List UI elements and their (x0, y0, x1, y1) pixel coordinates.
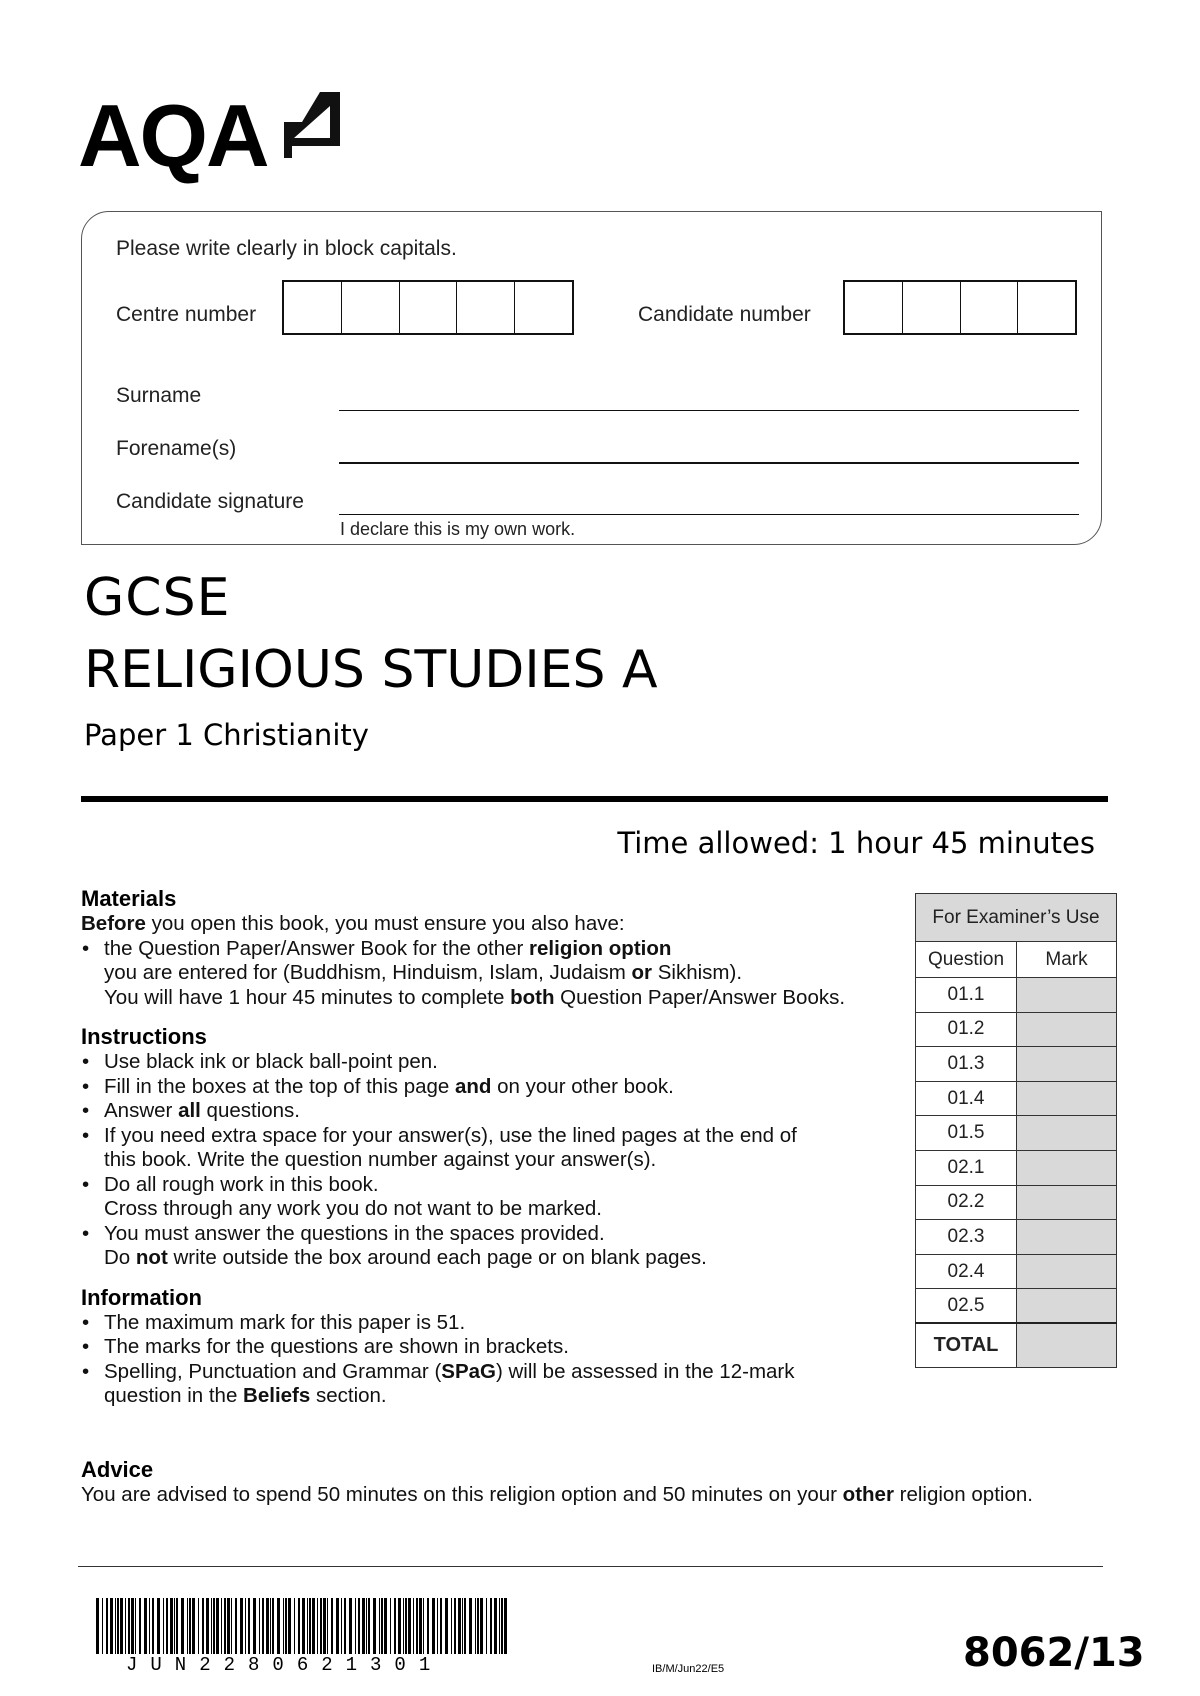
centre-digit-box[interactable] (342, 282, 400, 333)
question-number-cell: 02.1 (916, 1150, 1017, 1185)
paper-title: Paper 1 Christianity (84, 718, 369, 752)
question-number-cell: 01.2 (916, 1012, 1017, 1047)
surname-label: Surname (116, 384, 202, 407)
title-divider (81, 796, 1108, 802)
block-capitals-instruction: Please write clearly in block capitals. (116, 237, 457, 260)
candidate-digit-box[interactable] (961, 282, 1019, 333)
signature-line[interactable] (339, 514, 1079, 515)
information-list (81, 1311, 901, 1409)
examiner-table-heading: For Examiner’s Use (916, 894, 1117, 942)
barcode-icon (96, 1598, 510, 1654)
examiner-table-row (916, 1047, 1117, 1082)
question-number-cell: 02.2 (916, 1185, 1017, 1220)
materials-bullet: • the Question Paper/Answer Book for the other religion option you are entered for (Buddhism, Hinduism, Islam, Judaism or Sikhism). You will have 1 hour 45 minutes to complete both Question Paper/Answer Books. (81, 937, 901, 1011)
examiner-table-row (916, 1081, 1117, 1116)
centre-digit-box[interactable] (457, 282, 515, 333)
examiner-table-row (916, 1185, 1117, 1220)
candidate-number-boxes[interactable] (843, 280, 1077, 335)
information-item: • The maximum mark for this paper is 51. (81, 1311, 901, 1336)
question-column-header: Question (916, 942, 1017, 978)
declaration-text: I declare this is my own work. (340, 519, 576, 539)
examiner-table-row (916, 1116, 1117, 1151)
question-number-cell: 01.4 (916, 1081, 1017, 1116)
question-number-cell: 01.3 (916, 1047, 1017, 1082)
mark-cell[interactable] (1017, 1116, 1117, 1151)
instruction-item: • If you need extra space for your answer(s), use the lined pages at the end of this book. Write the question number against your answer(s). (81, 1124, 901, 1173)
examiner-table-row (916, 1150, 1117, 1185)
materials-intro: Before you open this book, you must ensure you also have: (81, 912, 625, 935)
examiner-table-row (916, 1012, 1117, 1047)
aqa-logo-text: AQA (78, 86, 268, 185)
instruction-item: • You must answer the questions in the spaces provided. Do not write outside the box around each page or on blank pages. (81, 1222, 901, 1271)
materials-heading: Materials (81, 886, 177, 911)
candidate-digit-box[interactable] (903, 282, 961, 333)
information-item: • Spelling, Punctuation and Grammar (SPaG) will be assessed in the 12-mark question in the Beliefs section. (81, 1360, 901, 1409)
time-allowed: Time allowed: 1 hour 45 minutes (617, 826, 1095, 860)
question-number-cell: 01.1 (916, 978, 1017, 1013)
signature-label: Candidate signature (116, 490, 304, 513)
centre-digit-box[interactable] (515, 282, 572, 333)
qualification-title: GCSE (84, 568, 231, 628)
paper-code: 8062/13 (963, 1630, 1145, 1676)
advice-text: You are advised to spend 50 minutes on this religion option and 50 minutes on your other religion option. (81, 1483, 1033, 1506)
barcode-digits: JUN2280621301 (126, 1654, 444, 1676)
advice-heading: Advice (81, 1457, 154, 1482)
document-reference: IB/M/Jun22/E5 (652, 1663, 725, 1675)
mark-cell[interactable] (1017, 1012, 1117, 1047)
total-mark-cell[interactable] (1017, 1323, 1117, 1367)
mark-cell[interactable] (1017, 1220, 1117, 1255)
mark-cell[interactable] (1017, 1150, 1117, 1185)
examiner-table-row (916, 1289, 1117, 1324)
instruction-item: • Do all rough work in this book. Cross through any work you do not want to be marked. (81, 1173, 901, 1222)
footer-divider (78, 1566, 1103, 1567)
advice-section (81, 1457, 1111, 1508)
information-item: • The marks for the questions are shown in brackets. (81, 1335, 901, 1360)
examiner-table-row (916, 1254, 1117, 1289)
aqa-logo-mark-icon (284, 92, 340, 158)
centre-digit-box[interactable] (284, 282, 342, 333)
examiner-table-row (916, 978, 1117, 1013)
surname-line[interactable] (339, 410, 1079, 411)
information-heading: Information (81, 1284, 202, 1310)
centre-number-boxes[interactable] (282, 280, 574, 335)
total-label: TOTAL (916, 1323, 1017, 1367)
question-number-cell: 01.5 (916, 1116, 1017, 1151)
instructions-heading: Instructions (81, 1024, 207, 1049)
question-number-cell: 02.5 (916, 1289, 1017, 1324)
question-number-cell: 02.4 (916, 1254, 1017, 1289)
candidate-digit-box[interactable] (845, 282, 903, 333)
centre-number-label: Centre number (116, 303, 257, 326)
candidate-digit-box[interactable] (1018, 282, 1075, 333)
instruction-item: • Use black ink or black ball-point pen. (81, 1050, 901, 1075)
examiner-table-row (916, 1220, 1117, 1255)
instruction-item: • Fill in the boxes at the top of this page and on your other book. (81, 1075, 901, 1100)
question-number-cell: 02.3 (916, 1220, 1017, 1255)
mark-column-header: Mark (1017, 942, 1117, 978)
mark-cell[interactable] (1017, 1254, 1117, 1289)
mark-cell[interactable] (1017, 1185, 1117, 1220)
mark-cell[interactable] (1017, 1289, 1117, 1324)
mark-cell[interactable] (1017, 1081, 1117, 1116)
forename-line[interactable] (339, 462, 1079, 464)
rubric-column (81, 886, 901, 1409)
instruction-item: • Answer all questions. (81, 1099, 901, 1124)
forename-label: Forename(s) (116, 437, 237, 460)
mark-cell[interactable] (1017, 978, 1117, 1013)
centre-digit-box[interactable] (400, 282, 458, 333)
subject-title: RELIGIOUS STUDIES A (84, 640, 658, 700)
instructions-list (81, 1050, 901, 1271)
examiner-use-table (915, 893, 1117, 1368)
mark-cell[interactable] (1017, 1047, 1117, 1082)
candidate-number-label: Candidate number (638, 303, 811, 326)
